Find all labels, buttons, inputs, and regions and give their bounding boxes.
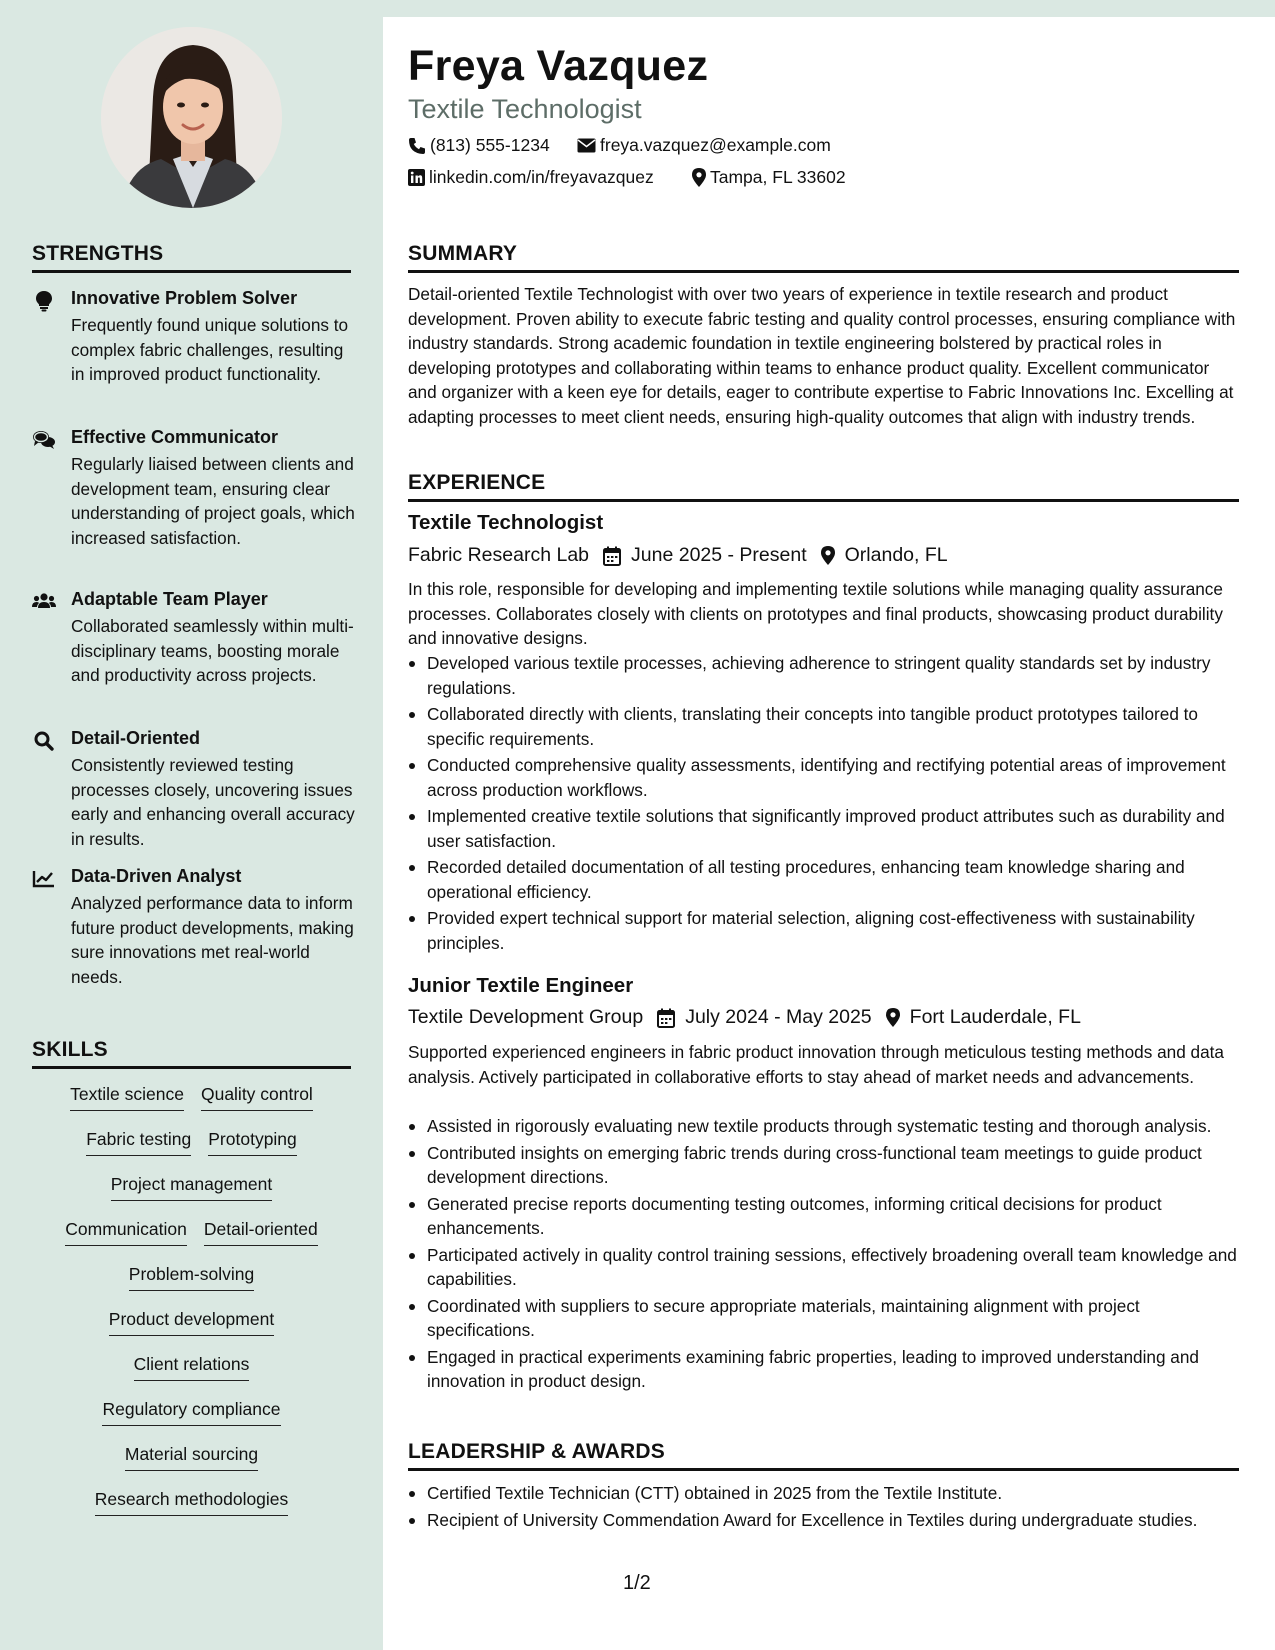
skill-tag: Regulatory compliance [102,1399,280,1426]
skill-tag: Material sourcing [125,1444,258,1471]
chart-icon [32,868,56,890]
skill-tag: Detail-oriented [204,1219,318,1246]
phone-contact[interactable] [408,135,550,156]
location-text: Tampa, FL 33602 [710,167,846,187]
job-meta [408,544,948,567]
location-pin-icon [692,168,706,187]
skill-tag: Project management [111,1174,272,1201]
calendar-icon [603,546,621,566]
page-number: 1/2 [623,1572,651,1594]
skill-tag: Textile science [70,1084,184,1111]
list-item: Implemented creative textile solutions that significantly improved product attributes such as durability and user satisfaction. [408,804,1240,853]
job-description: Supported experienced engineers in fabric product innovation through meticulous testing methods and data analysis. Actively participated in collaborative efforts to stay ahead of market needs and advancements. [408,1042,1224,1087]
skill-tag: Research methodologies [95,1489,289,1516]
email-icon [577,138,596,153]
job-bullets [408,651,1240,957]
candidate-name: Freya Vazquez [408,42,709,90]
summary-heading: SUMMARY [408,242,1239,273]
phone-icon [408,137,426,155]
strength-title: Data-Driven Analyst [71,866,242,886]
sidebar [0,0,383,1650]
job-dates: July 2024 - May 2025 [685,1006,872,1028]
list-item: Recipient of University Commendation Award for Excellence in Textiles during undergraduate studies. [408,1508,1240,1533]
skills-heading: SKILLS [32,1038,351,1069]
skill-tag: Product development [109,1309,274,1336]
search-icon [32,730,56,752]
job-title: Junior Textile Engineer [408,974,634,997]
job-company: Fabric Research Lab [408,544,590,566]
lightbulb-icon [32,290,56,312]
job-meta [408,1006,1081,1029]
profile-photo [101,27,282,208]
linkedin-text: linkedin.com/in/freyavazquez [429,167,654,187]
job-company: Textile Development Group [408,1006,644,1028]
skill-tag: Quality control [201,1084,313,1111]
location-pin-icon [821,546,835,565]
strength-description: Analyzed performance data to inform future product developments, making sure innovations met real-world needs. [71,893,354,987]
skill-tag: Client relations [134,1354,250,1381]
location-pin-icon [886,1008,900,1027]
linkedin-icon [408,169,425,186]
summary-text: Detail-oriented Textile Technologist with over two years of experience in textile research and product development. Proven ability to execute fabric testing and quality control processes, ensuring compliance with industry standards. Strong academic foundation in textile engineering bolstered by practical roles in developing prototypes and collaborating within teams to enhance product quality. Excellent communicator and organizer with a keen eye for details, eager to contribute expertise to Fabric Innovations Inc. Excelling at adapting processes to meet client needs, ensuring high-quality outcomes that align with industry trends. [408,284,1236,427]
candidate-role: Textile Technologist [408,94,642,124]
chat-icon [32,429,56,451]
awards-heading: LEADERSHIP & AWARDS [408,1440,1239,1471]
strength-title: Detail-Oriented [71,728,201,748]
job-description: In this role, responsible for developing and implementing textile solutions while managing quality assurance processes. Collaborates closely with clients on prototypes and final products, showcasing product durability and innovative designs. [408,579,1223,648]
list-item: Participated actively in quality control training sessions, effectively broadening overall team knowledge and capabilities. [408,1243,1240,1292]
list-item: Recorded detailed documentation of all testing procedures, enhancing team knowledge sharing and operational efficiency. [408,855,1240,904]
job-title: Textile Technologist [408,511,604,534]
job-location: Orlando, FL [844,544,948,566]
team-icon [32,591,56,613]
job-location: Fort Lauderdale, FL [909,1006,1081,1028]
list-item: Generated precise reports documenting testing outcomes, informing critical decisions for product enhancements. [408,1192,1240,1241]
strength-title: Innovative Problem Solver [71,288,298,308]
awards-list [408,1481,1240,1534]
experience-heading: EXPERIENCE [408,471,1239,502]
calendar-icon [657,1008,675,1028]
list-item: Collaborated directly with clients, translating their concepts into tangible product prototypes tailored to specific requirements. [408,702,1240,751]
skill-tag: Communication [65,1219,187,1246]
strength-title: Adaptable Team Player [71,589,268,609]
strength-description: Consistently reviewed testing processes closely, uncovering issues early and enhancing overall accuracy in results. [71,755,355,849]
skill-tag: Problem-solving [129,1264,254,1291]
strengths-heading: STRENGTHS [32,242,351,273]
list-item: Contributed insights on emerging fabric trends during cross-functional team meetings to guide product development directions. [408,1141,1240,1190]
strength-title: Effective Communicator [71,427,279,447]
list-item: Assisted in rigorously evaluating new textile products through systematic testing and thorough analysis. [408,1114,1240,1139]
phone-text: (813) 555-1234 [430,135,550,155]
list-item: Certified Textile Technician (CTT) obtained in 2025 from the Textile Institute. [408,1481,1240,1506]
list-item: Conducted comprehensive quality assessments, identifying and rectifying potential areas of improvement across production workflows. [408,753,1240,802]
skill-tag: Prototyping [208,1129,297,1156]
linkedin-contact[interactable] [408,167,654,188]
job-dates: June 2025 - Present [631,544,807,566]
strength-description: Regularly liaised between clients and development team, ensuring clear understanding of project goals, which increased satisfaction. [71,454,355,548]
job-bullets [408,1114,1240,1396]
strength-description: Frequently found unique solutions to complex fabric challenges, resulting in improved product functionality. [71,315,349,384]
list-item: Coordinated with suppliers to secure appropriate materials, maintaining alignment with project specifications. [408,1294,1240,1343]
list-item: Engaged in practical experiments examining fabric properties, leading to improved understanding and innovation in product design. [408,1345,1240,1394]
email-contact[interactable] [577,135,831,156]
strength-description: Collaborated seamlessly within multi-disciplinary teams, boosting morale and productivity across projects. [71,616,354,685]
list-item: Provided expert technical support for material selection, aligning cost-effectiveness with sustainability principles. [408,906,1240,955]
email-text: freya.vazquez@example.com [600,135,831,155]
skill-tag: Fabric testing [86,1129,191,1156]
skills-list [32,1084,351,1534]
location-contact [692,167,846,188]
list-item: Developed various textile processes, achieving adherence to stringent quality standards set by industry regulations. [408,651,1240,700]
